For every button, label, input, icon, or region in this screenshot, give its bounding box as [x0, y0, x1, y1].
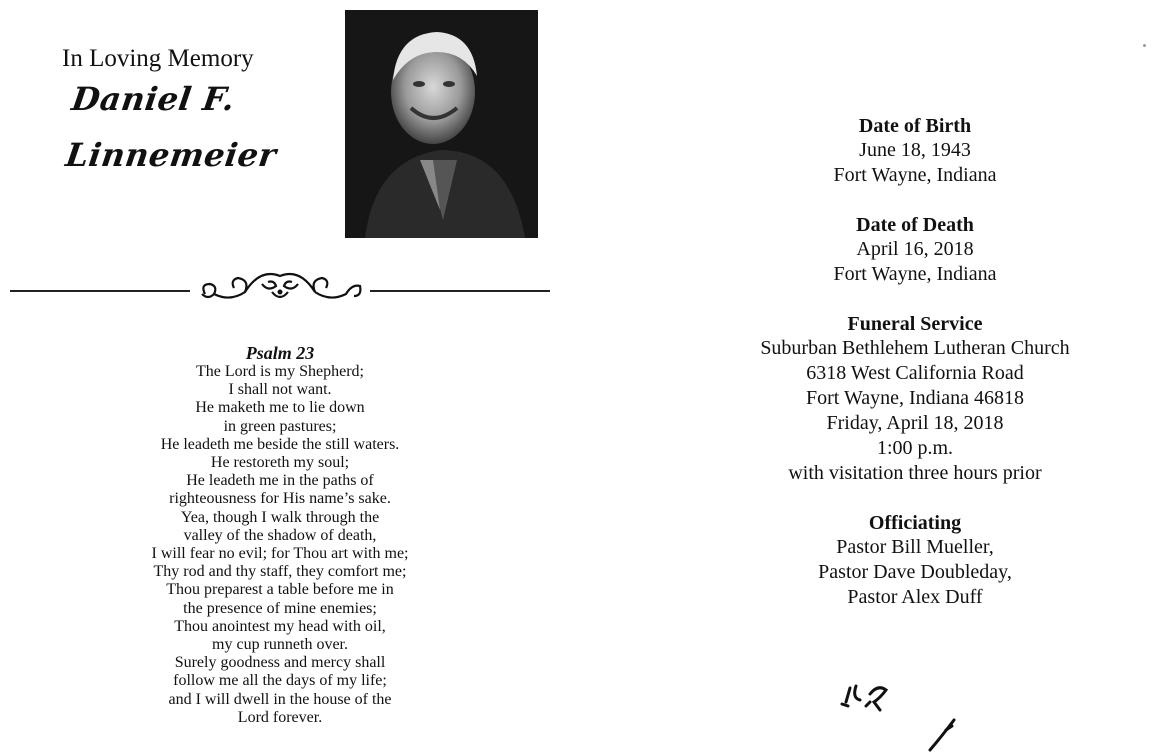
death-date: April 16, 2018: [856, 238, 974, 260]
psalm-line: Lord forever.: [237, 708, 323, 726]
death-place: Fort Wayne, Indiana: [833, 263, 997, 285]
psalm-line: He leadeth me beside the still waters.: [160, 435, 400, 453]
corner-speck: [1143, 44, 1146, 47]
service-time: 1:00 p.m.: [876, 437, 954, 459]
service-street: 6318 West California Road: [806, 362, 1024, 384]
psalm-line: righteousness for His name’s sake.: [169, 490, 391, 508]
service-church: Suburban Bethlehem Lutheran Church: [760, 337, 1070, 359]
psalm-line: the presence of mine enemies;: [183, 599, 377, 617]
psalm-line: I shall not want.: [228, 381, 332, 399]
psalm-line: valley of the shadow of death,: [183, 526, 377, 544]
psalm-line: follow me all the days of my life;: [173, 672, 387, 690]
service-city: Fort Wayne, Indiana 46818: [806, 387, 1024, 409]
officiating-pastor: Pastor Dave Doubleday,: [818, 561, 1012, 583]
service-date: Friday, April 18, 2018: [826, 412, 1004, 434]
psalm-line: in green pastures;: [223, 417, 337, 435]
psalm-title: Psalm 23: [245, 343, 315, 363]
officiating-heading: Officiating: [868, 512, 962, 534]
psalm-line: He leadeth me in the paths of: [186, 472, 374, 490]
deceased-first-name: Daniel F.: [69, 80, 238, 118]
psalm-line: The Lord is my Shepherd;: [196, 363, 364, 380]
psalm-line: I will fear no evil; for Thou art with me;: [151, 545, 409, 563]
death-heading: Date of Death: [856, 214, 974, 236]
memorial-heading: In Loving Memory: [62, 45, 254, 72]
psalm-line: my cup runneth over.: [212, 636, 348, 654]
service-visitation: with visitation three hours prior: [788, 462, 1042, 484]
psalm-line: Yea, though I walk through the: [180, 508, 380, 526]
birth-place: Fort Wayne, Indiana: [833, 164, 997, 186]
officiating-pastor: Pastor Bill Mueller,: [836, 536, 994, 558]
officiating-pastor: Pastor Alex Duff: [847, 586, 983, 608]
psalm-line: and I will dwell in the house of the: [168, 690, 392, 708]
service-info-panel: [700, 114, 1130, 610]
flourish-ornament-icon: [190, 262, 370, 312]
birth-date: June 18, 1943: [859, 139, 971, 161]
psalm-line: Thou preparest a table before me in: [166, 581, 394, 599]
psalm-section: [110, 344, 450, 727]
deceased-last-name: Linnemeier: [63, 136, 279, 174]
birth-heading: Date of Birth: [858, 115, 972, 137]
psalm-line: Thy rod and thy staff, they comfort me;: [153, 563, 407, 581]
service-heading: Funeral Service: [847, 313, 983, 335]
psalm-line: He restoreth my soul;: [210, 454, 350, 472]
psalm-line: He maketh me to lie down: [195, 399, 365, 417]
handwritten-mark: [830, 680, 970, 752]
psalm-line: Surely goodness and mercy shall: [174, 654, 386, 672]
portrait-photo: [345, 10, 538, 238]
psalm-line: Thou anointest my head with oil,: [174, 617, 386, 635]
